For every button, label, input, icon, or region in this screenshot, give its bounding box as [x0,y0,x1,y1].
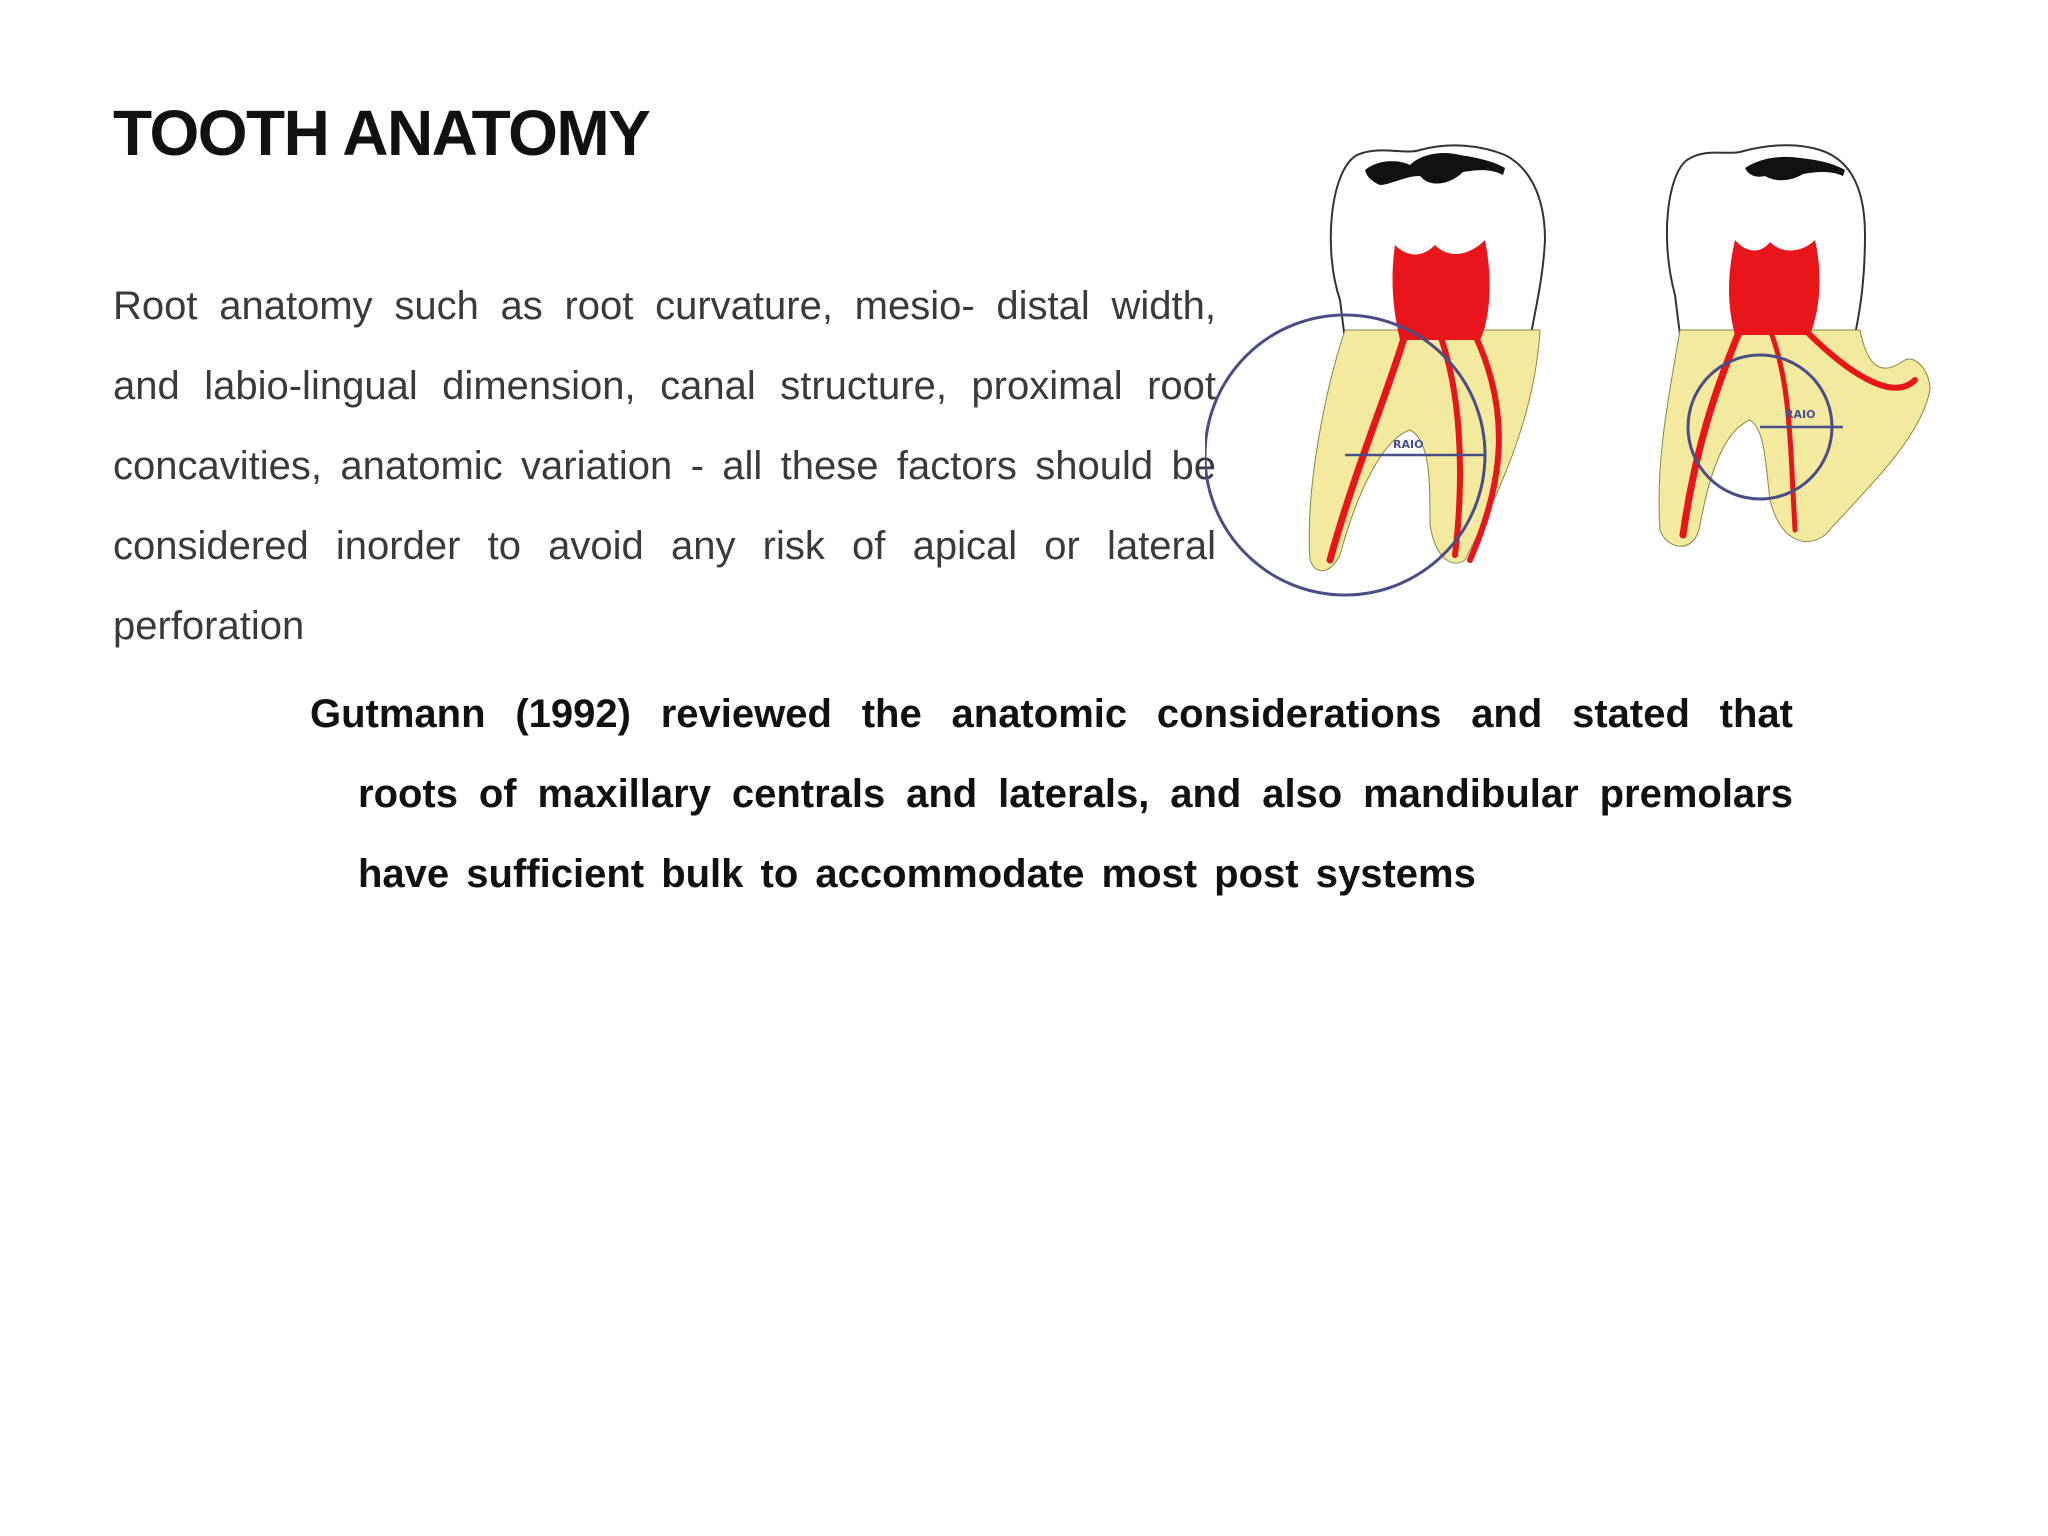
right-tooth-pulp-chamber [1729,240,1820,335]
tooth-root-curvature-illustration [1205,130,1935,605]
right-radius-label: RAIO [1785,408,1816,421]
left-tooth-pulp-chamber [1393,240,1490,340]
right-tooth [1659,145,1930,546]
slide-title: TOOTH ANATOMY [113,97,650,169]
gutmann-quote: Gutmann (1992) reviewed the anatomic considerations and stated that roots of maxillary centrals and laterals, and also mandibular premolars have sufficient bulk to accommodate most post systems [310,692,1793,896]
left-tooth-roots [1309,330,1540,571]
left-radius-label: RAIO [1393,438,1424,451]
left-tooth [1205,145,1545,595]
body-paragraph: Root anatomy such as root curvature, mesio- distal width, and labio-lingual dimension, canal structure, proximal root concavities, anatomic variation - all these factors should be considered inorder to avoid any risk of apical or lateral perforation [113,284,1216,648]
